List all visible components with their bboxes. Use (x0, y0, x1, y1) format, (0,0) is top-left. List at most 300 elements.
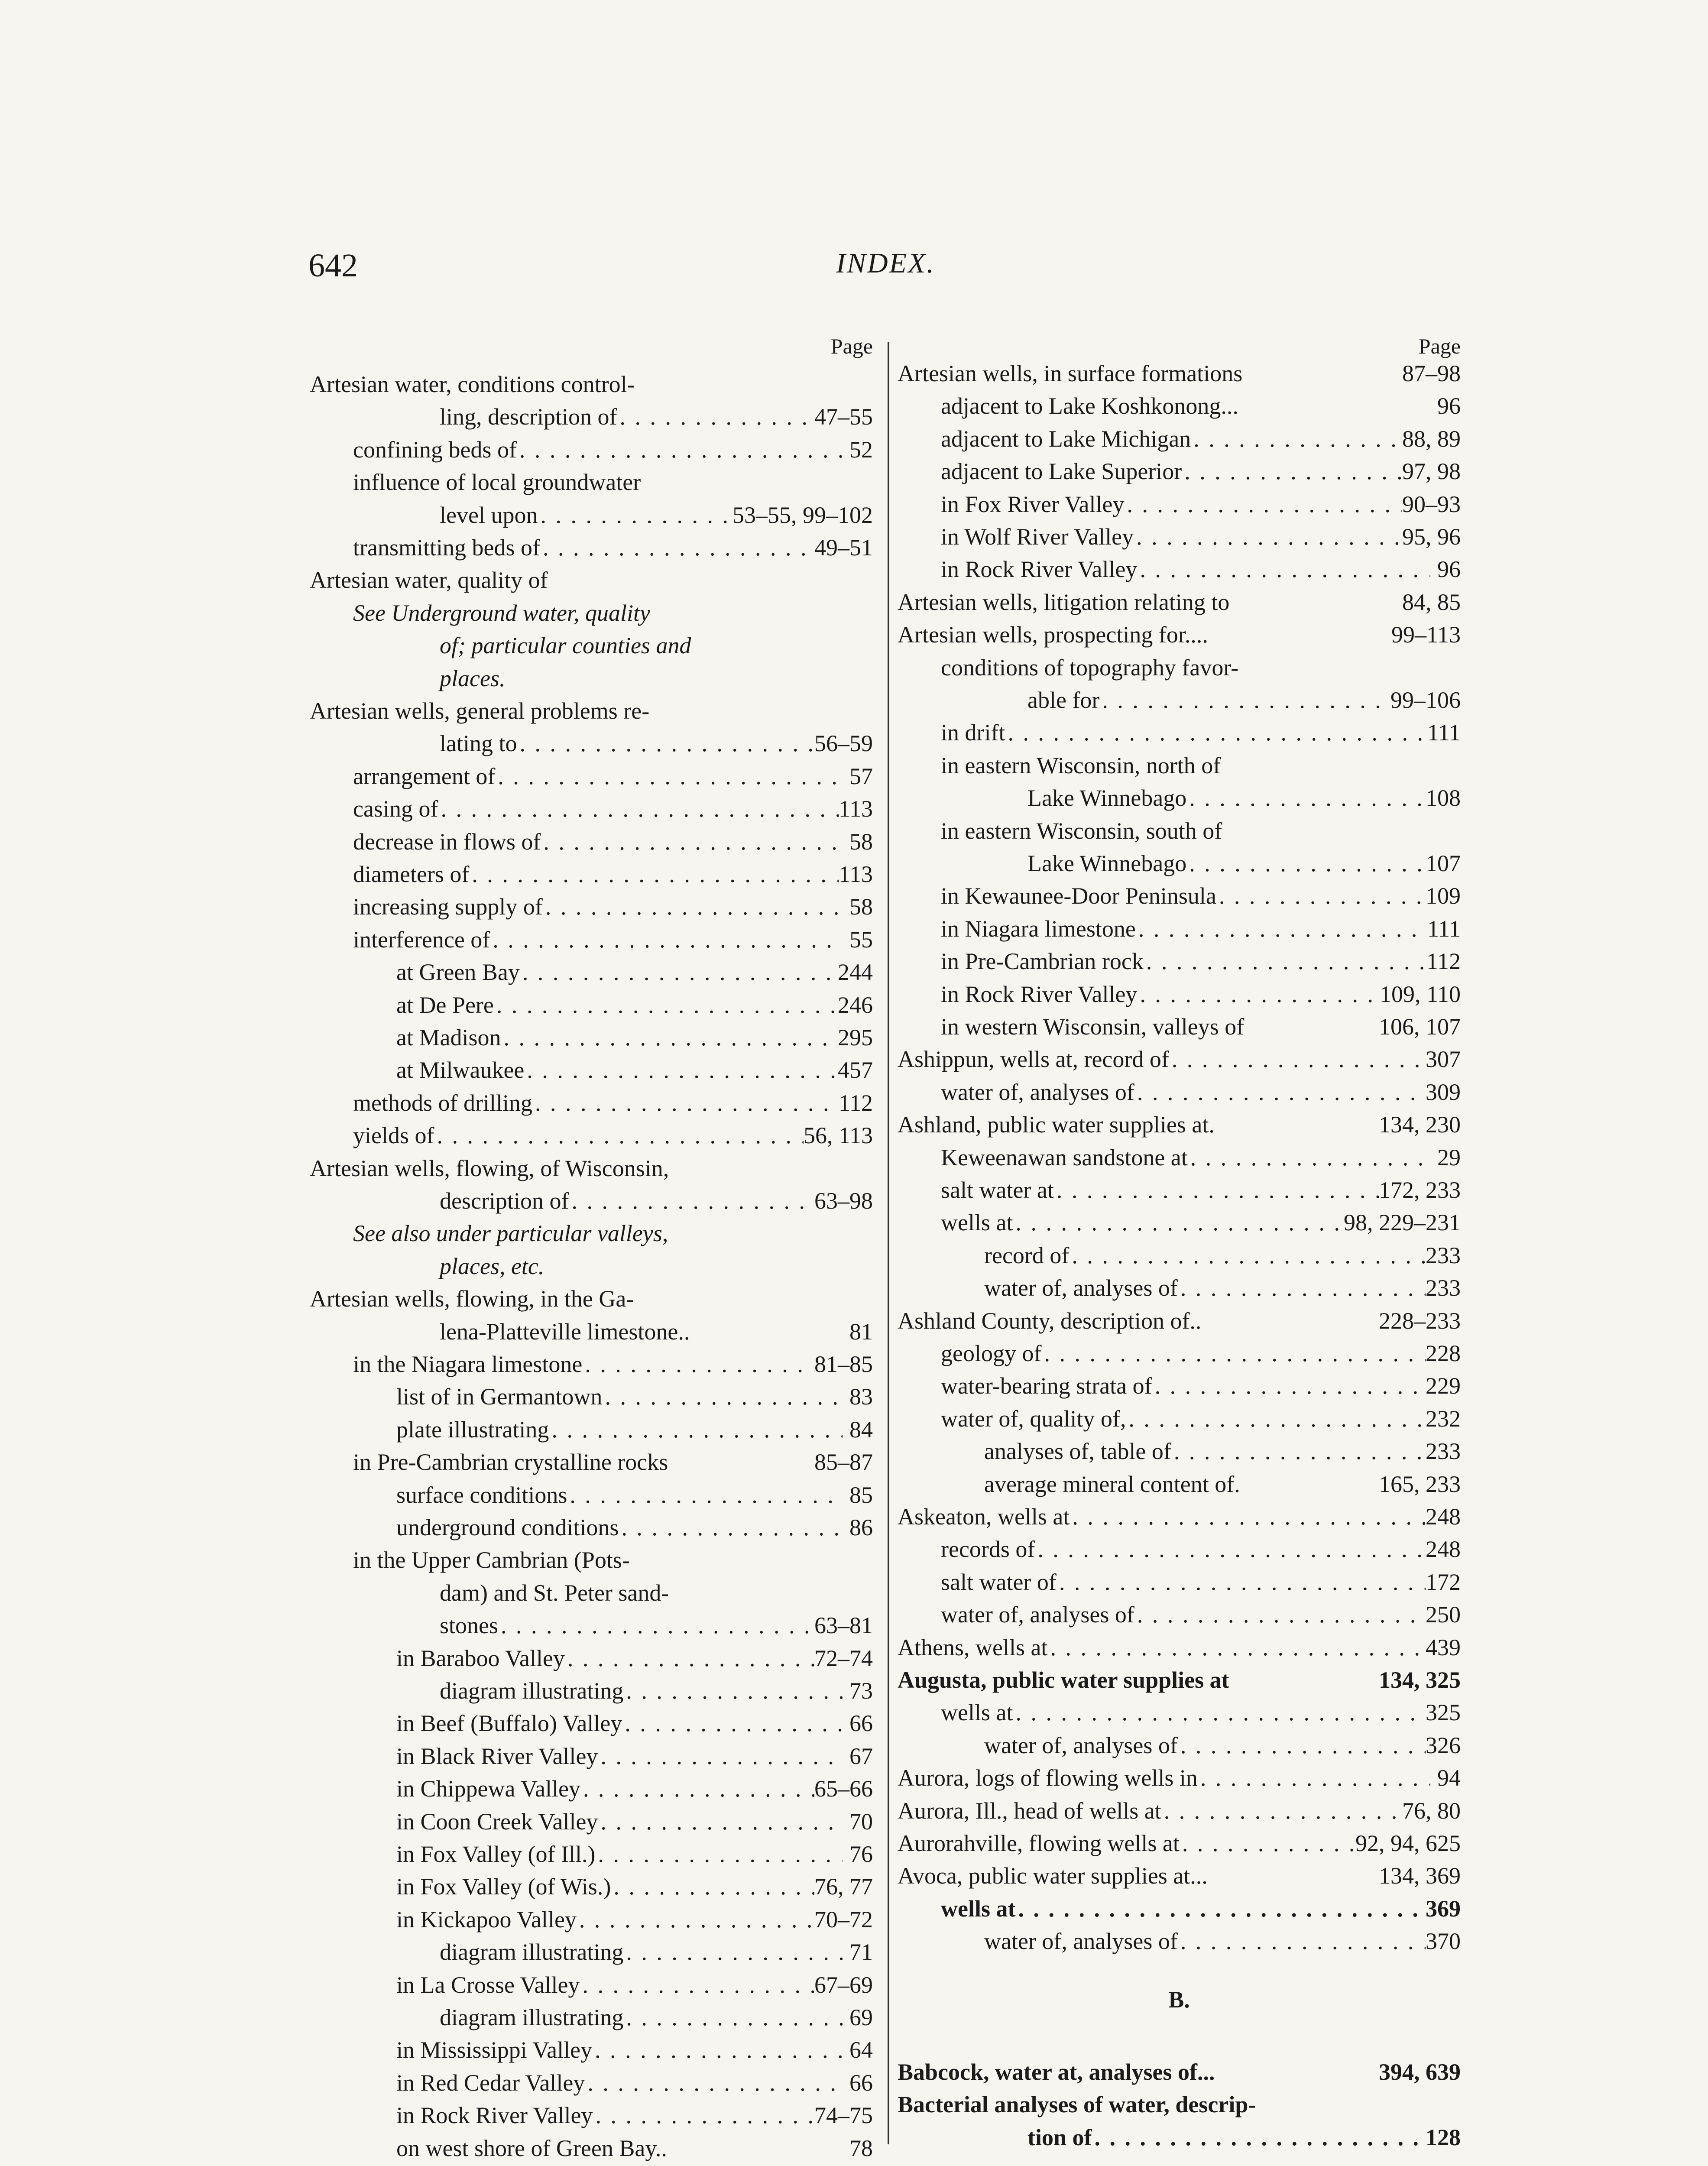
dot-leader (577, 1903, 814, 1936)
dot-leader (517, 434, 843, 466)
index-entry (898, 1043, 1461, 1076)
entry-text: lating to (440, 730, 517, 757)
index-entry (310, 629, 873, 662)
entry-page-ref: 85–87 (814, 1449, 873, 1475)
index-entry (310, 858, 873, 891)
entry-text: water-bearing strata of (941, 1373, 1152, 1399)
index-entry (898, 749, 1461, 782)
entry-page-ref: 232 (1426, 1405, 1461, 1432)
entry-page-ref: 109 (1426, 883, 1461, 909)
entry-text: Artesian water, quality of (310, 567, 548, 593)
dot-leader (1171, 1435, 1426, 1468)
index-entry (310, 401, 873, 433)
entry-text: places, etc. (440, 1253, 544, 1279)
index-entry (310, 1479, 873, 1511)
dot-leader (1178, 1729, 1426, 1762)
entry-text: adjacent to Lake Koshkonong... (941, 393, 1238, 419)
index-entry (898, 423, 1461, 455)
entry-page-ref: 439 (1426, 1634, 1461, 1660)
dot-leader (617, 401, 814, 433)
entry-page-ref: 307 (1426, 1046, 1461, 1073)
dot-leader (580, 1773, 814, 1805)
entry-page-ref: 83 (849, 1384, 873, 1410)
entry-page-ref: 84, 85 (1402, 589, 1461, 615)
entry-page-ref: 111 (1427, 915, 1461, 942)
entry-text: description of (440, 1188, 569, 1214)
entry-text: Artesian wells, general problems re- (310, 698, 650, 724)
entry-text: Artesian wells, flowing, of Wisconsin, (310, 1155, 669, 1181)
entry-text: water of, analyses of (941, 1602, 1134, 1628)
entry-page-ref: 87–98 (1402, 360, 1461, 386)
entry-page-ref: 57 (849, 763, 873, 789)
section-heading: B. (1168, 1987, 1190, 2013)
dot-leader (619, 1511, 843, 1544)
entry-text: salt water of (941, 1569, 1057, 1595)
index-entry (898, 1599, 1461, 1631)
entry-text: in Kewaunee-Door Peninsula (941, 883, 1216, 909)
index-entry (310, 956, 873, 989)
dot-leader (549, 1414, 843, 1446)
index-entry (898, 652, 1461, 684)
index-entry (310, 1283, 873, 1315)
entry-page-ref: 172, 233 (1379, 1177, 1461, 1203)
entry-text: See also under particular valleys, (353, 1220, 668, 1247)
dot-leader (1137, 553, 1430, 586)
dot-leader (1178, 1925, 1426, 1958)
dot-leader (592, 2034, 843, 2066)
entry-page-ref: 66 (849, 2069, 873, 2096)
dot-leader (1134, 1076, 1426, 1109)
dot-leader (565, 1642, 814, 1675)
dot-leader (593, 2099, 814, 2132)
entry-text: Aurora, Ill., head of wells at (898, 1797, 1161, 1824)
entry-text: Ashland, public water supplies at. (898, 1112, 1215, 1138)
entry-text: arrangement of (353, 763, 496, 789)
entry-text: list of in Germantown (396, 1384, 603, 1410)
entry-text: wells at (941, 1895, 1016, 1922)
entry-text: Bacterial analyses of water, descrip- (898, 2091, 1256, 2118)
entry-page-ref: 233 (1426, 1438, 1461, 1465)
entry-text: Artesian wells, litigation relating to (898, 589, 1230, 615)
dot-leader (1180, 1827, 1355, 1860)
entry-text: interference of (353, 926, 490, 953)
entry-text: Askeaton, wells at (898, 1504, 1070, 1530)
dot-leader (1178, 1272, 1426, 1304)
entry-text: in Pre-Cambrian rock (941, 948, 1144, 975)
entry-text: Artesian wells, prospecting for.... (898, 622, 1208, 648)
entry-page-ref: 250 (1426, 1602, 1461, 1628)
index-entry (310, 1348, 873, 1381)
entry-text: in Pre-Cambrian crystalline rocks (353, 1449, 668, 1475)
entry-text: in Rock River Valley (941, 981, 1138, 1007)
entry-page-ref: 112 (839, 1089, 873, 1116)
dot-leader (623, 1936, 843, 1968)
dot-leader (1137, 978, 1380, 1011)
dot-leader (541, 826, 843, 858)
index-entry (898, 1435, 1461, 1468)
dot-leader (1069, 1239, 1426, 1272)
index-entry (898, 1370, 1461, 1402)
entry-page-ref: 81 (849, 1318, 873, 1345)
entry-text: water of, analyses of (984, 1275, 1178, 1301)
entry-text: diagram illustrating (440, 1939, 624, 1965)
entry-text: dam) and St. Peter sand- (440, 1579, 669, 1606)
dot-leader (1186, 782, 1426, 814)
index-entry (310, 1838, 873, 1871)
index-entry (898, 1174, 1461, 1206)
index-entry (898, 1631, 1461, 1664)
entry-text: Keweenawan sandstone at (941, 1144, 1188, 1171)
index-entry (310, 368, 873, 401)
entry-page-ref: 73 (849, 1678, 873, 1704)
index-entry (898, 1958, 1461, 1991)
index-entry (898, 1795, 1461, 1827)
dot-leader (623, 2001, 843, 2034)
index-entry (898, 1076, 1461, 1109)
entry-text: at De Pere (396, 992, 494, 1018)
dot-leader (582, 1348, 814, 1381)
index-entry (898, 1860, 1461, 1892)
dot-leader (1057, 1566, 1426, 1599)
entry-text: ling, description of (440, 404, 617, 430)
index-entry (310, 1250, 873, 1283)
dot-leader (1144, 945, 1426, 978)
entry-page-ref: 70 (849, 1808, 873, 1835)
dot-leader (1035, 1533, 1426, 1566)
entry-page-ref: 244 (838, 959, 873, 986)
index-entry (310, 1609, 873, 1642)
index-entry (898, 1533, 1461, 1566)
entry-text: diagram illustrating (440, 1678, 624, 1704)
entry-page-ref: 56, 113 (804, 1122, 873, 1149)
index-entry (310, 1577, 873, 1609)
entry-page-ref: 394, 639 (1379, 2059, 1461, 2085)
entry-page-ref: 47–55 (814, 404, 873, 430)
entry-text: in Rock River Valley (941, 556, 1138, 583)
index-entry (310, 1185, 873, 1217)
entry-page-ref: 71 (849, 1939, 873, 1965)
entry-text: in Chippewa Valley (396, 1776, 580, 1802)
index-entry (898, 521, 1461, 553)
index-entry (898, 390, 1461, 422)
entry-page-ref: 112 (1426, 948, 1461, 975)
entry-text: wells at (941, 1209, 1013, 1236)
entry-page-ref: 295 (838, 1025, 873, 1051)
entry-page-ref: 228–233 (1379, 1307, 1461, 1334)
index-entry (898, 1566, 1461, 1599)
entry-text: wells at (941, 1699, 1013, 1726)
entry-text: in La Crosse Valley (396, 1971, 580, 1998)
index-entry (898, 586, 1461, 619)
dot-leader (585, 2067, 843, 2099)
entry-text: water of, analyses of (941, 1079, 1134, 1105)
dot-leader (1188, 1141, 1430, 1174)
dot-leader (520, 956, 838, 989)
entry-text: in Kickapoo Valley (396, 1906, 577, 1933)
index-entry (310, 1675, 873, 1707)
entry-text: Artesian water, conditions control- (310, 371, 635, 397)
dot-leader (622, 1707, 843, 1740)
entry-text: methods of drilling (353, 1089, 532, 1116)
entry-page-ref: 70–72 (814, 1906, 873, 1933)
index-entry (898, 1991, 1461, 2023)
entry-page-ref: 96 (1437, 556, 1461, 583)
entry-text: conditions of topography favor- (941, 654, 1239, 681)
entry-text: in Black River Valley (396, 1743, 598, 1769)
entry-page-ref: 88, 89 (1402, 425, 1461, 452)
dot-leader (1047, 1631, 1426, 1664)
entry-page-ref: 78 (849, 2135, 873, 2161)
index-entry (310, 1903, 873, 1936)
entry-page-ref: 76, 77 (814, 1874, 873, 1900)
entry-text: Artesian wells, in surface formations (898, 360, 1243, 386)
entry-text: in Fox River Valley (941, 491, 1125, 517)
dot-leader (1092, 2121, 1426, 2154)
entry-page-ref: 113 (839, 861, 873, 887)
dot-leader (598, 1806, 843, 1838)
dot-leader (469, 858, 839, 891)
dot-leader (598, 1740, 843, 1773)
index-entry (310, 1511, 873, 1544)
dot-leader (611, 1871, 814, 1903)
index-entry (898, 1305, 1461, 1337)
index-entry (898, 1729, 1461, 1762)
entry-page-ref: 86 (849, 1514, 873, 1540)
entry-text: diagram illustrating (440, 2004, 624, 2030)
index-entry (310, 1871, 873, 1903)
dot-leader (1182, 455, 1402, 488)
dot-leader (1041, 1337, 1426, 1370)
index-entry (898, 1468, 1461, 1501)
entry-text: places. (440, 665, 506, 691)
dot-leader (595, 1838, 843, 1871)
index-entry (310, 2067, 873, 2099)
entry-page-ref: 134, 325 (1379, 1667, 1461, 1693)
entry-text: geology of (941, 1340, 1042, 1366)
entry-page-ref: 246 (838, 992, 873, 1018)
dot-leader (1198, 1762, 1430, 1794)
index-entry (310, 564, 873, 597)
dot-leader (1134, 521, 1402, 553)
entry-text: stones (440, 1612, 498, 1639)
entry-text: Artesian wells, flowing, in the Ga- (310, 1286, 634, 1312)
entry-text: in western Wisconsin, valleys of (941, 1014, 1245, 1040)
entry-text: water of, analyses of (984, 1732, 1178, 1758)
index-entry (310, 2001, 873, 2034)
entry-text: in Coon Creek Valley (396, 1808, 598, 1835)
entry-page-ref: 134, 369 (1379, 1863, 1461, 1889)
dot-leader (1070, 1501, 1426, 1533)
entry-page-ref: 55 (849, 926, 873, 953)
entry-page-ref: 111 (1427, 720, 1461, 746)
index-entry (898, 455, 1461, 488)
index-entry (898, 684, 1461, 717)
entry-text: in Fox Valley (of Ill.) (396, 1841, 596, 1867)
dot-leader (567, 1479, 843, 1511)
index-entry (310, 1381, 873, 1413)
entry-page-ref: 97, 98 (1402, 458, 1461, 485)
index-entry (898, 1762, 1461, 1794)
entry-text: record of (984, 1242, 1070, 1268)
dot-leader (1013, 1206, 1344, 1239)
dot-leader (1186, 847, 1426, 880)
dot-leader (1161, 1795, 1402, 1827)
index-entry (310, 1119, 873, 1152)
index-entry (310, 1054, 873, 1086)
dot-leader (524, 1054, 838, 1086)
dot-leader (495, 760, 843, 793)
entry-text: at Madison (396, 1025, 501, 1051)
index-entry (898, 1827, 1461, 1860)
entry-text: See Underground water, quality (353, 600, 650, 626)
entry-text: in drift (941, 720, 1005, 746)
index-entry (310, 499, 873, 532)
index-entry (898, 815, 1461, 847)
entry-text: on west shore of Green Bay.. (396, 2135, 667, 2161)
index-entry (898, 2056, 1461, 2088)
entry-text: diameters of (353, 861, 470, 887)
entry-text: surface conditions (396, 1482, 567, 1508)
index-entry (310, 466, 873, 499)
index-entry (898, 913, 1461, 945)
entry-page-ref: 92, 94, 625 (1355, 1830, 1461, 1856)
entry-page-ref: 99–113 (1391, 622, 1461, 648)
entry-page-ref: 109, 110 (1380, 981, 1461, 1007)
entry-text: salt water at (941, 1177, 1054, 1203)
index-entry (898, 2121, 1461, 2154)
index-entry (310, 434, 873, 466)
entry-page-ref: 325 (1426, 1699, 1461, 1726)
entry-page-ref: 64 (849, 2037, 873, 2063)
entry-text: Aurorahville, flowing wells at (898, 1830, 1180, 1856)
entry-text: water of, analyses of (984, 1928, 1178, 1955)
dot-leader (1099, 684, 1390, 717)
entry-page-ref: 134, 230 (1379, 1112, 1461, 1138)
entry-page-ref: 248 (1426, 1536, 1461, 1563)
entry-text: in eastern Wisconsin, north of (941, 752, 1221, 778)
entry-text: analyses of, table of (984, 1438, 1171, 1465)
index-entry (898, 2088, 1461, 2121)
index-entry (310, 1936, 873, 1968)
index-entry (310, 1740, 873, 1773)
entry-page-ref: 72–74 (814, 1645, 873, 1671)
dot-leader (438, 793, 839, 825)
entry-text: in Wolf River Valley (941, 524, 1134, 550)
entry-text: in Fox Valley (of Wis.) (396, 1874, 611, 1900)
dot-leader (517, 727, 814, 760)
entry-text: tion of (1027, 2124, 1092, 2150)
entry-text: in Beef (Buffalo) Valley (396, 1710, 622, 1737)
index-entry (898, 782, 1461, 814)
entry-page-ref: 98, 229–231 (1344, 1209, 1461, 1236)
entry-text: Lake Winnebago (1027, 850, 1187, 876)
entry-text: level upon (440, 502, 538, 528)
entry-page-ref: 76 (849, 1841, 873, 1867)
entry-page-ref: 106, 107 (1379, 1014, 1461, 1040)
index-entry (310, 1021, 873, 1054)
entry-text: yields of (353, 1122, 434, 1149)
entry-text: confining beds of (353, 436, 517, 463)
entry-page-ref: 370 (1426, 1928, 1461, 1955)
entry-page-ref: 81–85 (814, 1351, 873, 1377)
dot-leader (1005, 717, 1427, 749)
index-entry (310, 1087, 873, 1119)
index-entry (898, 1664, 1461, 1696)
entry-text: decrease in flows of (353, 828, 541, 855)
entry-page-ref: 248 (1426, 1504, 1461, 1530)
index-entry (898, 1501, 1461, 1533)
dot-leader (1152, 1370, 1426, 1402)
index-entry (310, 1969, 873, 2001)
dot-leader (1013, 1696, 1426, 1729)
index-entry (310, 597, 873, 629)
index-entry (898, 1109, 1461, 1141)
entry-text: underground conditions (396, 1514, 619, 1540)
dot-leader (1216, 880, 1426, 912)
index-entry (310, 1707, 873, 1740)
entry-page-ref: 233 (1426, 1242, 1461, 1268)
index-entry (310, 1446, 873, 1479)
dot-leader (540, 532, 814, 564)
dot-leader (494, 989, 838, 1021)
entry-page-ref: 69 (849, 2004, 873, 2030)
dot-leader (569, 1185, 814, 1217)
index-entry (310, 989, 873, 1021)
entry-text: Babcock, water at, analyses of... (898, 2059, 1215, 2085)
index-entry (898, 1925, 1461, 1958)
dot-leader (1054, 1174, 1379, 1206)
index-entry (310, 1806, 873, 1838)
entry-page-ref: 233 (1426, 1275, 1461, 1301)
entry-page-ref: 369 (1426, 1895, 1461, 1922)
index-entry (898, 1337, 1461, 1370)
entry-page-ref: 229 (1426, 1373, 1461, 1399)
index-entry (898, 2023, 1461, 2056)
entry-page-ref: 128 (1426, 2124, 1461, 2150)
index-entry (310, 1544, 873, 1576)
dot-leader (623, 1675, 843, 1707)
entry-page-ref: 84 (849, 1416, 873, 1443)
dot-leader (1015, 1893, 1426, 1925)
entry-text: Ashippun, wells at, record of (898, 1046, 1169, 1073)
dot-leader (501, 1021, 838, 1054)
index-entry (310, 1773, 873, 1805)
dot-leader (490, 924, 843, 956)
entry-page-ref: 76, 80 (1402, 1797, 1461, 1824)
column-divider (888, 342, 889, 2144)
entry-page-ref: 29 (1437, 1144, 1461, 1171)
entry-page-ref: 326 (1426, 1732, 1461, 1758)
index-entry (898, 1011, 1461, 1043)
entry-page-ref: 457 (838, 1057, 873, 1083)
entry-text: in Rock River Valley (396, 2102, 593, 2129)
index-entry (898, 1206, 1461, 1239)
page-label: Page (830, 334, 873, 358)
index-entry (898, 488, 1461, 521)
entry-page-ref: 172 (1426, 1569, 1461, 1595)
entry-page-ref: 67–69 (814, 1971, 873, 1998)
index-entry (310, 532, 873, 564)
entry-text: adjacent to Lake Superior (941, 458, 1182, 485)
dot-leader (434, 1119, 804, 1152)
index-entry (310, 1642, 873, 1675)
index-entry (310, 1316, 873, 1348)
index-entry (310, 793, 873, 825)
index-entry (310, 1217, 873, 1250)
running-head: INDEX. (836, 247, 935, 279)
entry-text: Ashland County, description of.. (898, 1307, 1202, 1334)
entry-text: influence of local groundwater (353, 469, 641, 496)
